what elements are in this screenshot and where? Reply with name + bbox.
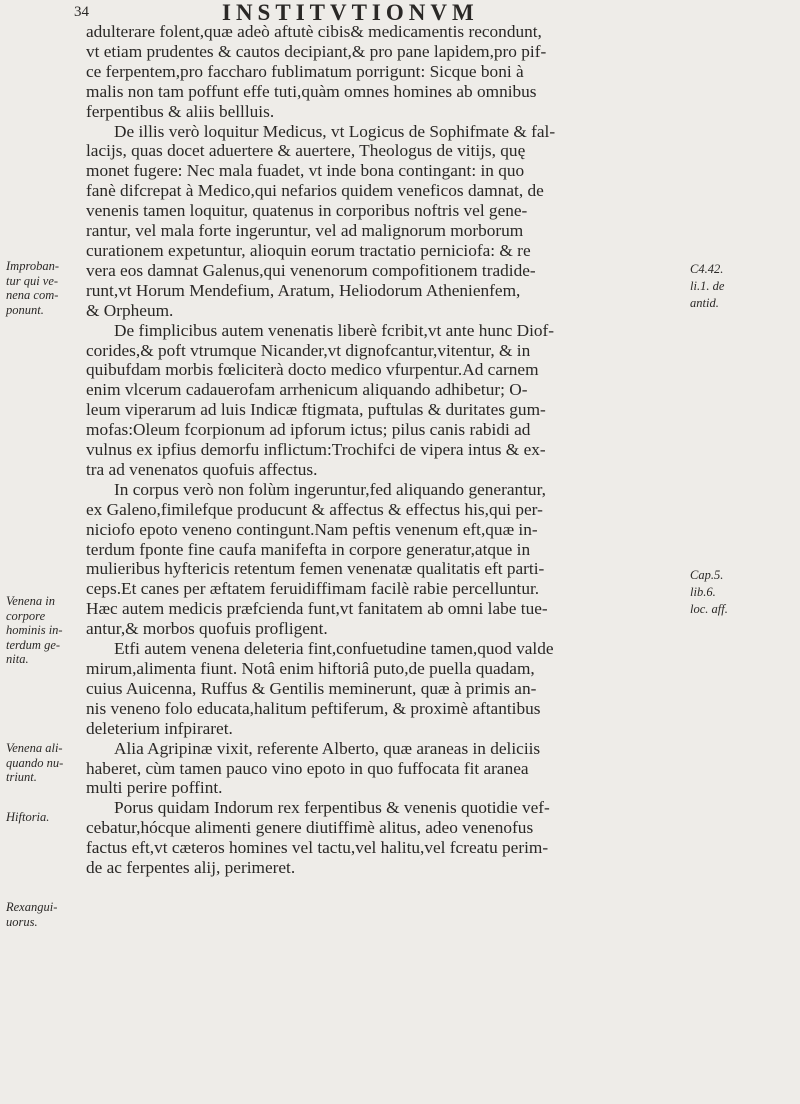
text-line: ce ferpentem,pro faccharo fublimatum porrigunt: Sicque boni à	[86, 61, 524, 81]
margin-note-left: Venena in corpore hominis in- terdum ge- nita.	[6, 594, 63, 666]
text-line: factus eft,vt cæteros homines vel tactu,vel halitu,vel fcreatu perim-	[86, 838, 549, 858]
running-header: INSTITVTIONVM	[222, 0, 479, 25]
text-line: niciofo epoto veneno contingunt.Nam peftis venenum eft,quæ in-	[86, 519, 538, 539]
text-line: runt,vt Horum Mendefium, Aratum, Heliodorum Athenienfem,	[86, 280, 521, 300]
text-line: De fimplicibus autem venenatis liberè fcribit,vt ante hunc Diof-	[114, 320, 555, 340]
text-line: haberet, cùm tamen pauco vino epoto in quo fuffocata fit aranea	[86, 758, 529, 778]
text-line: fanè difcrepat à Medico,qui nefarios quidem veneficos damnat, de	[86, 181, 544, 201]
text-line: Hæc autem medicis præfcienda funt,vt fanitatem ab omni labe tue-	[86, 599, 548, 619]
text-line: venenis tamen loquitur, quatenus in corporibus noftris vel gene-	[86, 201, 528, 221]
margin-note-left: Venena ali- quando nu- triunt.	[6, 741, 64, 784]
text-line: Alia Agripinæ vixit, referente Alberto, quæ araneas in deliciis	[114, 738, 541, 758]
text-line: cuius Auicenna, Ruffus & Gentilis meminerunt, quæ à primis an-	[86, 678, 537, 698]
text-line: & Orpheum.	[86, 300, 174, 320]
margin-note-right: C4.42. li.1. de antid.	[690, 262, 725, 310]
text-line: ceps.Et canes per æftatem feruidiffimam facilè rabie percelluntur.	[86, 579, 540, 599]
text-line: leum viperarum ad luis Indicæ ftigmata, puftulas & duritates gum-	[86, 400, 546, 420]
text-line: ferpentibus & aliis bellluis.	[86, 101, 275, 121]
margin-note-right: Cap.5. lib.6. loc. aff.	[690, 568, 728, 616]
margin-note-left: Improban- tur qui ve- nena com- ponunt.	[6, 259, 60, 317]
text-line: corides,& poft vtrumque Nicander,vt dignofcantur,vitentur, & in	[86, 340, 531, 360]
text-line: cebatur,hócque alimenti genere diutiffimè alitus, adeo venenofus	[86, 818, 534, 838]
text-line: tra ad venenatos quofuis affectus.	[86, 459, 318, 479]
text-line: vera eos damnat Galenus,qui venenorum compofitionem tradide-	[86, 260, 536, 280]
text-line: de ac ferpentes alij, perimeret.	[86, 858, 296, 878]
text-line: In corpus verò non folùm ingeruntur,fed aliquando generantur,	[114, 479, 546, 499]
text-line: malis non tam poffunt effe tuti,quàm omnes homines ab omnibus	[86, 81, 537, 101]
text-line: nis veneno folo educata,halitum peftiferum, & proximè aftantibus	[86, 698, 541, 718]
text-line: rantur, vel mala forte ingeruntur, vel ad malignorum morborum	[86, 221, 524, 241]
text-line: Porus quidam Indorum rex ferpentibus & venenis quotidie vef-	[114, 798, 550, 818]
text-line: ex Galeno,fimilefque producunt & affectus & effectus his,qui per-	[86, 499, 543, 519]
text-line: monet fugere: Nec mala fuadet, vt inde bona contingant: in quo	[86, 161, 525, 181]
body-text	[86, 22, 682, 878]
text-line: vt etiam prudentes & cautos decipiant,& pro pane lapidem,pro pif-	[86, 41, 547, 61]
text-line: quibufdam morbis fœliciterà docto medico vfurpentur.Ad carnem	[86, 360, 539, 380]
text-line: Etfi autem venena deleteria fint,confuetudine tamen,quod valde	[114, 639, 554, 659]
margin-note-left: Rexangui- uorus.	[6, 900, 58, 929]
text-line: deleterium infpiraret.	[86, 718, 233, 738]
page-number: 34	[74, 4, 89, 20]
text-line: mofas:Oleum fcorpionum ad ipforum ictus; pilus canis rabidi ad	[86, 420, 531, 440]
text-line: mirum,alimenta fiunt. Notâ enim hiftoriâ puto,de puella quadam,	[86, 659, 535, 678]
text-line: enim vlcerum cadauerofam arrhenicum aliquando adhibetur; O-	[86, 380, 528, 400]
text-line: vulnus ex ipfius demorfu inflictum:Trochifci de vipera intus & ex-	[86, 440, 546, 460]
text-line: lacijs, quas docet aduertere & auertere, Theologus de vitijs, quę	[86, 141, 526, 161]
text-line: mulieribus hyftericis retentum femen venenatæ qualitatis eft parti-	[86, 559, 545, 579]
text-line: multi perire poffint.	[86, 778, 223, 798]
text-line: adulterare folent,quæ adeò aftutè cibis& medicamentis recondunt,	[86, 22, 542, 41]
text-line: curationem expetuntur, alioquin eorum tractatio perniciofa: & re	[86, 240, 531, 260]
margin-note-left: Hiftoria.	[6, 810, 50, 824]
text-line: antur,& morbos quofuis profligent.	[86, 619, 328, 639]
text-line: De illis verò loquitur Medicus, vt Logicus de Sophifmate & fal-	[114, 121, 556, 141]
text-line: terdum fponte fine caufa manifefta in corpore generatur,atque in	[86, 539, 531, 559]
